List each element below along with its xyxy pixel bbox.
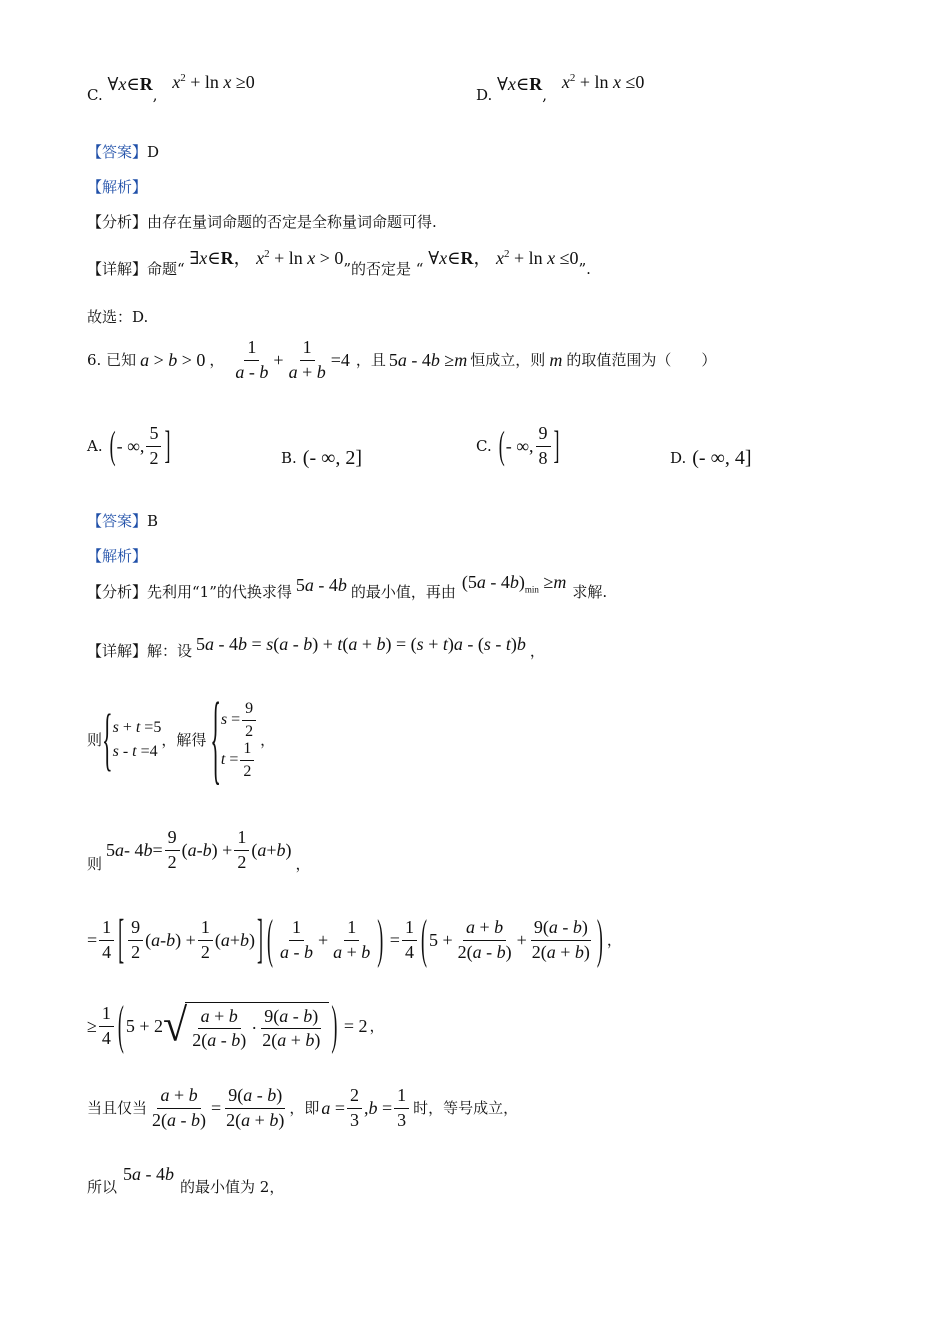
q5-option-c <box>87 72 255 106</box>
q6-stem: 6. 已知 a > b > 0 ， $\frac{1}{a - b}$ + $\frac{1}{a + b}$ =4 ，且 5a - 4b ≥m 恒成立，则 m 的取值范围为（ ） <box>87 337 717 382</box>
variable-m: m <box>549 349 563 370</box>
q5-fenxi-line <box>87 213 437 231</box>
then-label: 则 <box>87 855 103 874</box>
suoyi-label: 所以 <box>87 1177 118 1196</box>
q6-option-c <box>476 424 561 469</box>
q6-equality-line <box>87 1086 518 1131</box>
fenxi-expression: 5a - 4b <box>295 574 347 595</box>
inequality-expression: 5a - 4b ≥m <box>388 349 468 370</box>
xiangjie-tag: 【详解】 <box>87 641 148 660</box>
equality-values: a = $\frac{2}{3}$ , b = $\frac{1}{3}$ <box>321 1086 411 1131</box>
q6-mid: ，且 <box>355 351 386 370</box>
q6-number: 6. 已知 <box>87 351 137 370</box>
given-equation: $\frac{1}{a - b}$ + $\frac{1}{a + b}$ =4 <box>235 337 350 382</box>
conclusion-expression: 5a - 4b <box>123 1164 175 1184</box>
option-label: A. <box>87 437 103 456</box>
fenxi-a: 先利用“1”的代换求得 <box>147 582 292 601</box>
answer-value: D <box>147 143 160 161</box>
q6-option-d <box>670 446 752 470</box>
fenxi-b: 的最小值，再由 <box>350 582 456 601</box>
when-mid: ，即 <box>289 1099 320 1118</box>
q6-ask: 的取值范围为（ ） <box>566 351 717 370</box>
inequality-expression: $x^2 + \ln x \ge 0$ <box>172 72 255 92</box>
option-label: D. <box>476 86 493 104</box>
quantifier-expression: ∀x∈R <box>107 74 153 94</box>
combination-expression: 5 a - 4 b = $\frac{9}{2}$ ( a - b ) + $\frac{1}{2}$ ( a + b ) <box>106 827 292 872</box>
negation-expression: ∀x∈R， $x^2 + \ln x \le 0$ <box>428 248 579 268</box>
answer-tag: 【答案】 <box>87 512 148 530</box>
xiangjie-pre: 命题“ <box>147 260 185 278</box>
when-label: 当且仅当 <box>87 1099 148 1118</box>
answer-value: B <box>147 512 159 530</box>
xiangjie-text: 解：设 <box>147 641 193 660</box>
when-end: 时，等号成立， <box>413 1099 519 1118</box>
expansion-expression: = $\frac{1}{4}$ [ $\frac{9}{2}$ ( a - b ) + $\frac{1}{2}$ ( a + b ) ] ( $\frac{1}{a - b}$ + $\frac{1}{a + b}$ ) = $\frac{1}{4}$ ( 5 + $\frac{a + b}{2(a - b)}$ + $\frac{9(a - b)}{2(a + b)}$ ) <box>87 907 603 968</box>
am-gm-expression: ≥ $\frac{1}{4}$ ( 5 + 2 √ $\frac{a + b}{2(a - b)}$ · $\frac{9(a - b)}{2(a + b)}$ ) = 2 <box>87 994 368 1054</box>
equation-system: { s + t =5 s - t =4 <box>102 697 162 778</box>
q5-analysis-tag: 【解析】 <box>87 178 148 196</box>
q6-xiangjie-line: 【详解】 解：设 5a - 4b = s(a - b) + t(a + b) = (s + t)a - (s - t)b ， <box>87 634 545 660</box>
interval-expression: (- ∞, 2] <box>302 447 363 469</box>
equality-condition: $\frac{a + b}{2(a - b)}$ = $\frac{9(a - b)}{2(a + b)}$ <box>152 1085 285 1130</box>
interval-expression: ( - ∞, $\frac{9}{8}$ ] <box>498 422 560 468</box>
q6-option-a <box>87 424 171 469</box>
suoyi-end: 的最小值为 2， <box>180 1177 285 1196</box>
fenxi-tag: 【分析】 <box>87 213 148 231</box>
q6-answer-line <box>87 512 158 530</box>
fenxi-text: 由存在量词命题的否定是全称量词命题可得. <box>147 213 437 231</box>
jiede-label: ，解得 <box>161 731 207 750</box>
q6-rest: 恒成立，则 <box>470 351 546 370</box>
condition-expression: a > b > 0 <box>140 349 206 370</box>
interval-expression: (- ∞, 4] <box>692 447 752 469</box>
ze-label: 则 <box>87 731 103 750</box>
q6-option-b <box>281 446 362 470</box>
xiangjie-mid: ”的否定是 “ <box>343 260 424 278</box>
q5-option-d <box>476 72 645 106</box>
answer-tag: 【答案】 <box>87 143 148 161</box>
decomposition-expression: 5a - 4b = s(a - b) + t(a + b) = (s + t)a - (s - t)b <box>196 634 526 654</box>
option-label: D. <box>670 449 687 467</box>
option-label: C. <box>87 86 103 104</box>
q6-expansion-line: = $\frac{1}{4}$ [ $\frac{9}{2}$ ( a - b ) + $\frac{1}{2}$ ( a + b ) ] ( $\frac{1}{a - b}$ + $\frac{1}{a + b}$ ) = $\frac{1}{4}$ ( 5 + $\frac{a + b}{2(a - b)}$ + $\frac{9(a - b)}{2(a + b)}$ ) ， <box>87 907 622 968</box>
solution-system: { s = $\frac{9}{2}$ t = $\frac{1}{2}$ <box>210 700 258 780</box>
q6-conclusion-line <box>87 1164 285 1196</box>
separator: , <box>542 86 548 104</box>
min-condition-expression: $(5a - 4b)_{min} \ge m$ <box>461 572 567 595</box>
xiangjie-end: ”. <box>578 260 591 278</box>
option-label: C. <box>476 437 492 456</box>
q6-inequality-line: ≥ $\frac{1}{4}$ ( 5 + 2 √ $\frac{a + b}{2(a - b)}$ · $\frac{9(a - b)}{2(a + b)}$ ) = 2 ， <box>87 994 385 1054</box>
q6-fenxi-line <box>87 572 608 603</box>
option-label: B. <box>281 449 297 467</box>
proposition-expression: ∃x∈R， $x^2 + \ln x > 0$ <box>189 248 344 268</box>
interval-expression: ( - ∞, $\frac{5}{2}$ ] <box>109 422 171 468</box>
xiangjie-tag: 【详解】 <box>87 260 148 278</box>
fenxi-c: 求解. <box>572 582 608 601</box>
separator: , <box>152 86 158 104</box>
q5-choose: 故选：D. <box>87 308 149 326</box>
quantifier-expression: ∀x∈R <box>497 74 543 94</box>
q5-answer-line <box>87 143 159 161</box>
q5-xiangjie-line <box>87 248 591 280</box>
inequality-expression: $x^2 + \ln x \le 0$ <box>561 72 645 92</box>
q6-step-line: 则 5 a - 4 b = $\frac{9}{2}$ ( a - b ) + $\frac{1}{2}$ ( a + b ) ， <box>87 827 311 874</box>
q6-analysis-tag: 【解析】 <box>87 547 148 565</box>
q6-system-line: 则 { s + t =5 s - t =4 ，解得 { s = $\frac{9}{2}$ t = $\frac{1}{2}$ ， <box>87 679 276 795</box>
fenxi-tag: 【分析】 <box>87 582 148 601</box>
